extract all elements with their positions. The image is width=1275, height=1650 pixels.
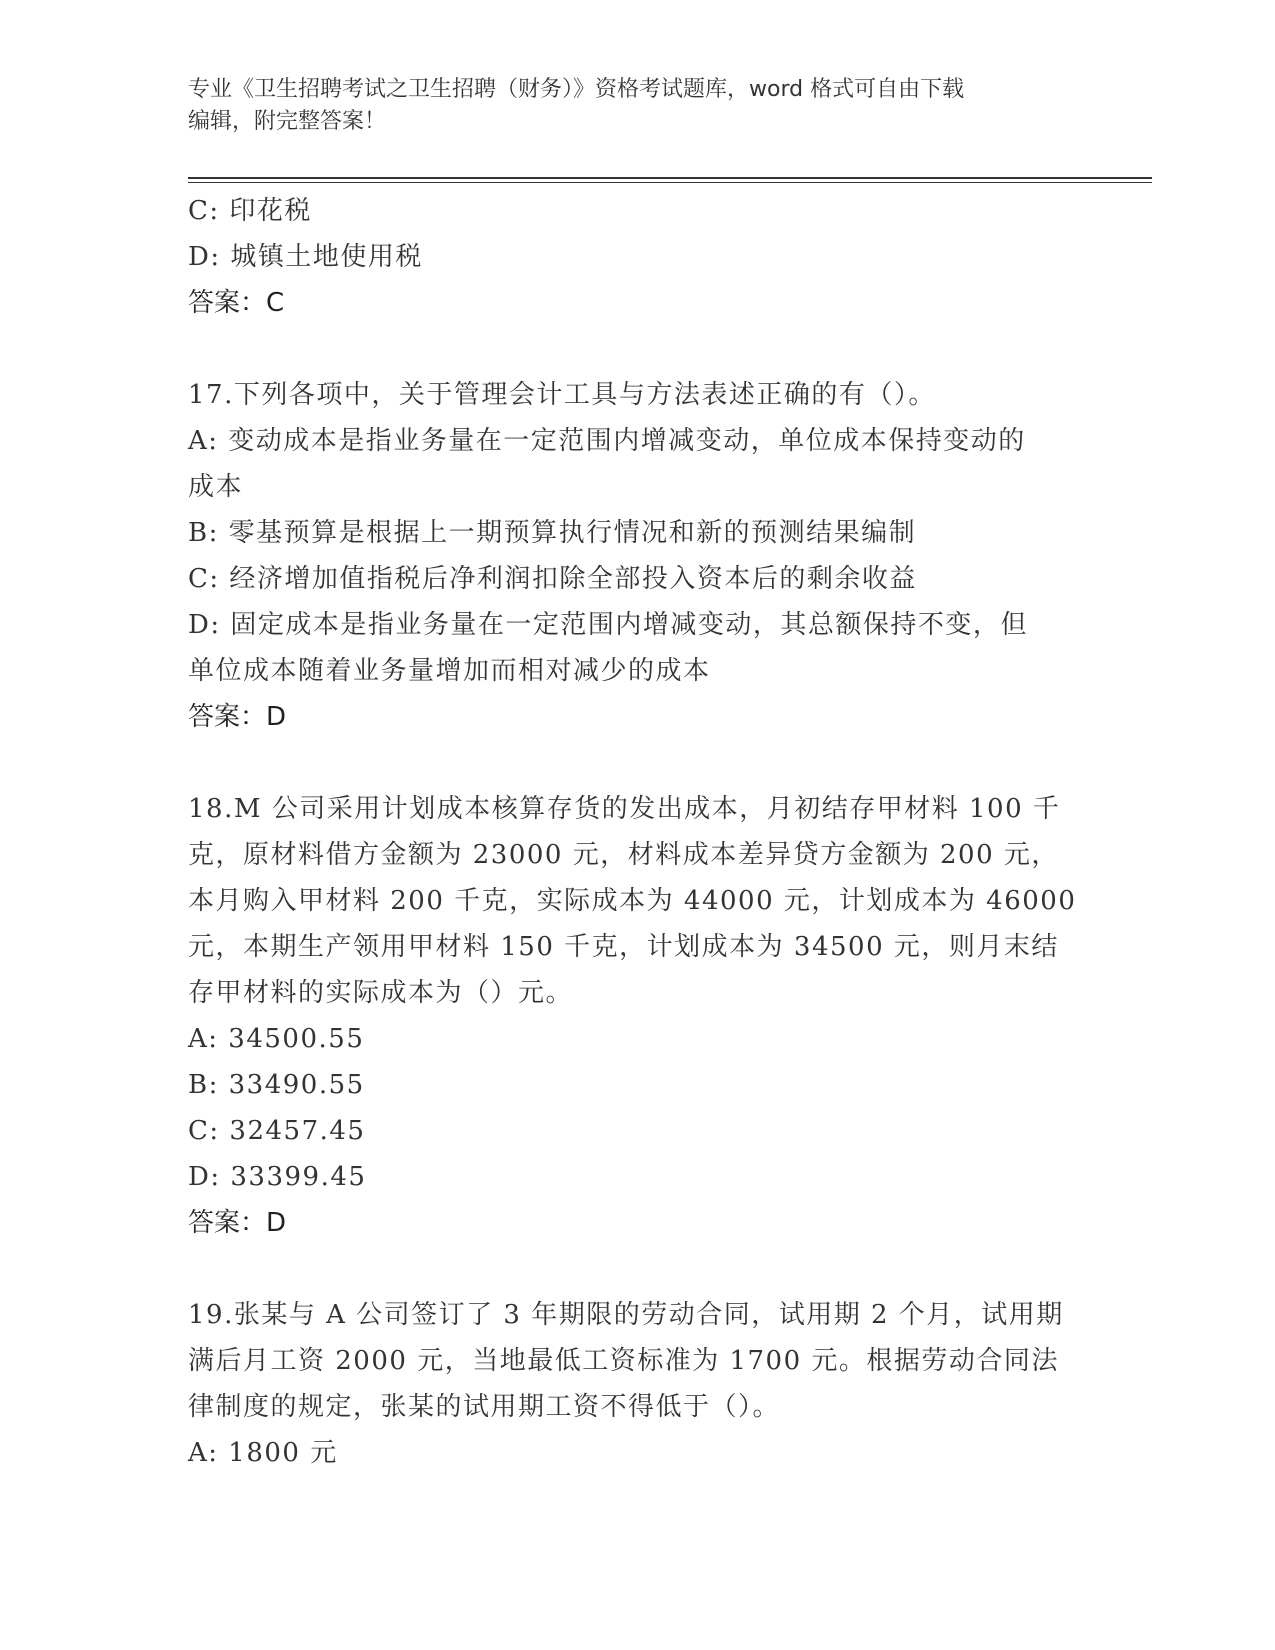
question-18: [188, 786, 1088, 1246]
question-stem: 19.张某与 A 公司签订了 3 年期限的劳动合同，试用期 2 个月，试用期: [188, 1300, 1064, 1330]
option-a: A: 变动成本是指业务量在一定范围内增减变动，单位成本保持变动的: [188, 426, 1026, 456]
question-stem: 17.下列各项中，关于管理会计工具与方法表述正确的有（）。: [188, 380, 936, 410]
answer-line: 答案：C: [188, 288, 285, 318]
question-stem-continued: 满后月工资 2000 元，当地最低工资标准为 1700 元。根据劳动合同法: [188, 1346, 1059, 1376]
option-d: D: 33399.45: [188, 1162, 367, 1192]
option-d: D: 固定成本是指业务量在一定范围内增减变动，其总额保持不变，但: [188, 610, 1028, 640]
question-spacer: [188, 1246, 1088, 1292]
option-a: A: 34500.55: [188, 1024, 365, 1054]
option-c: C: 印花税: [188, 196, 312, 226]
option-c: C: 经济增加值指税后净利润扣除全部投入资本后的剩余收益: [188, 564, 917, 594]
question-stem-continued: 本月购入甲材料 200 千克，实际成本为 44000 元，计划成本为 46000: [188, 886, 1077, 916]
header-line-1: 专业《卫生招聘考试之卫生招聘（财务）》资格考试题库，word 格式可自由下载: [188, 77, 965, 102]
option-a-continued: 成本: [188, 472, 244, 502]
option-b: B: 33490.55: [188, 1070, 365, 1100]
question-17: [188, 372, 1088, 740]
option-d-continued: 单位成本随着业务量增加而相对减少的成本: [188, 656, 711, 686]
answer-line: 答案：D: [188, 702, 287, 732]
question-stem-continued: 克，原材料借方金额为 23000 元，材料成本差异贷方金额为 200 元，: [188, 840, 1059, 870]
question-19: [188, 1292, 1088, 1476]
option-d: D: 城镇土地使用税: [188, 242, 423, 272]
header-line-2: 编辑，附完整答案！: [188, 109, 387, 134]
option-c: C: 32457.45: [188, 1116, 366, 1146]
question-stem: 18.M 公司采用计划成本核算存货的发出成本，月初结存甲材料 100 千: [188, 794, 1061, 824]
question-stem-continued: 存甲材料的实际成本为（）元。: [188, 978, 574, 1008]
question-stem-continued: 律制度的规定，张某的试用期工资不得低于（）。: [188, 1392, 781, 1422]
header-divider-thick: [188, 177, 1152, 179]
answer-line: 答案：D: [188, 1208, 287, 1238]
question-stem-continued: 元，本期生产领用甲材料 150 千克，计划成本为 34500 元，则月末结: [188, 932, 1059, 962]
header-divider-thin: [188, 182, 1152, 183]
document-header: [188, 74, 1088, 138]
option-b: B: 零基预算是根据上一期预算执行情况和新的预测结果编制: [188, 518, 917, 548]
question-16-tail: [188, 188, 1088, 326]
question-spacer: [188, 740, 1088, 786]
question-spacer: [188, 326, 1088, 372]
question-list: [188, 188, 1088, 1476]
option-a: A: 1800 元: [188, 1438, 338, 1468]
